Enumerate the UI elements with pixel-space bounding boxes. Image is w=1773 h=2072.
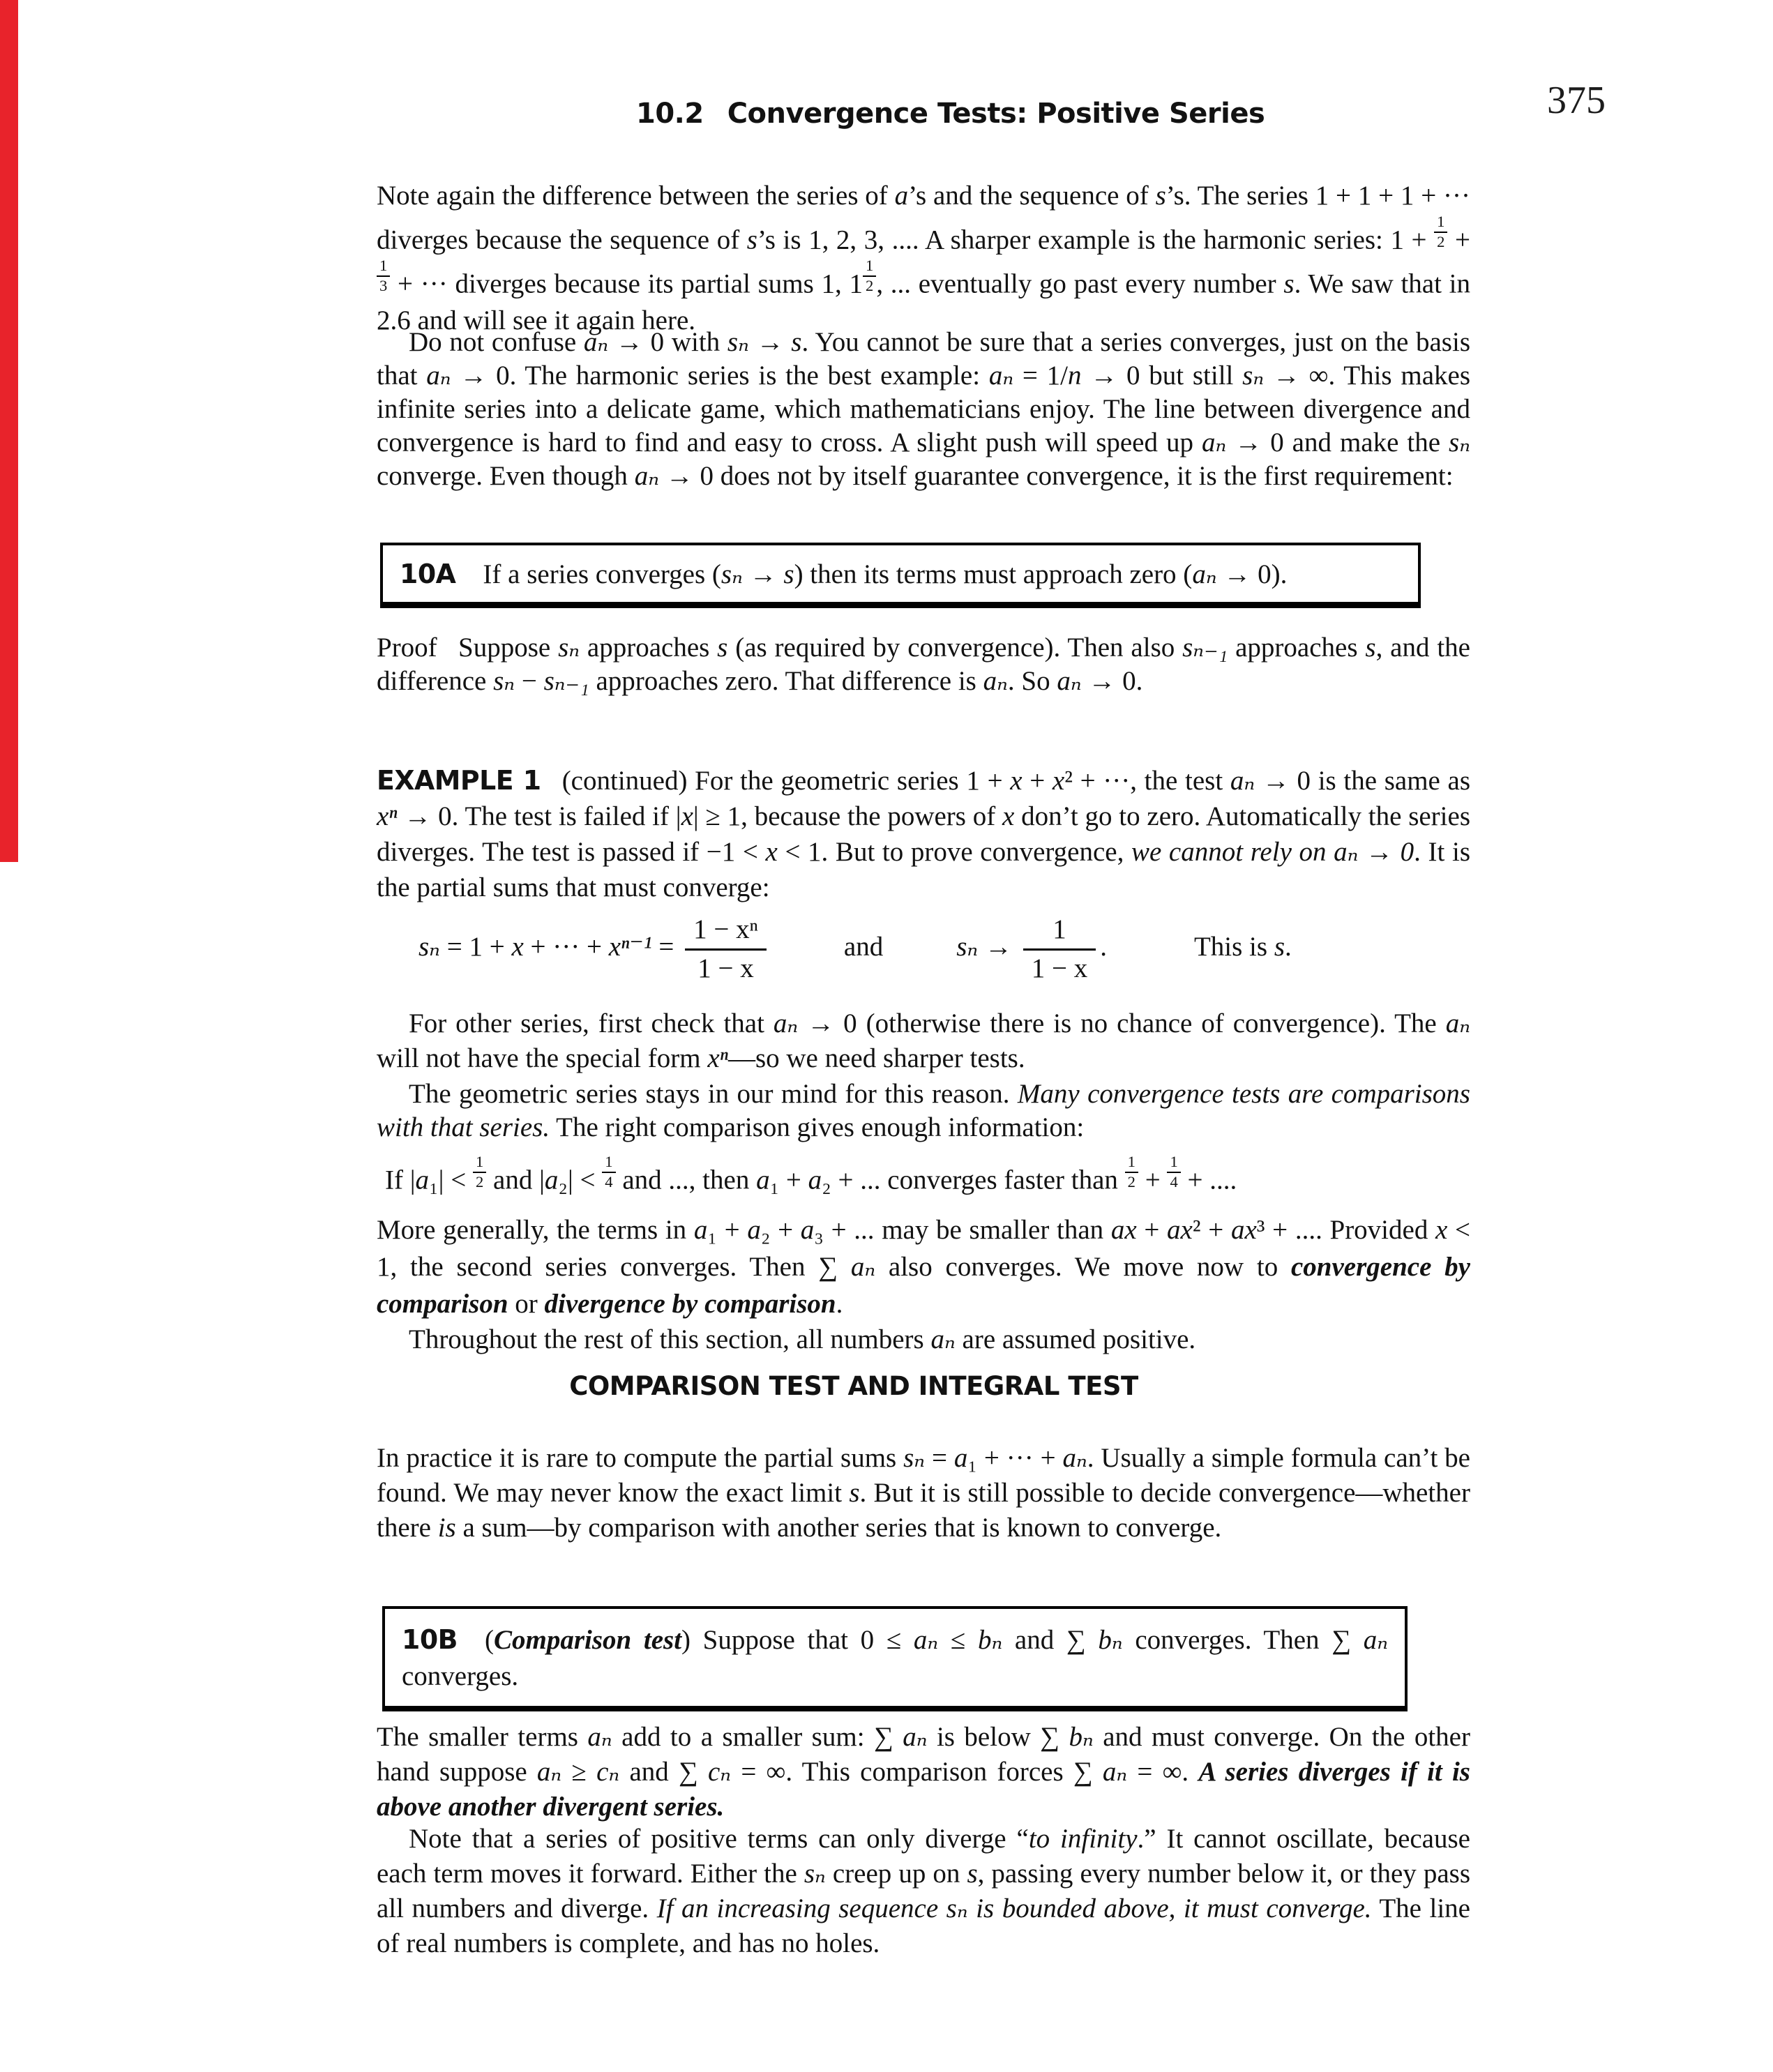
paragraph-more-generally: More generally, the terms in a₁ + a₂ + a₃ + ... may be smaller than ax + ax² + ax³ + .... Provided x < 1, the second series converges. Then ∑ aₙ also converges. We move now to convergence by comparison or divergence by comparison. — [377, 1215, 1471, 1319]
paragraph-throughout: Throughout the rest of this section, all numbers aₙ are assumed positive. — [409, 1324, 1196, 1354]
paragraph-proof: Proof Suppose sₙ approaches s (as required by convergence). Then also sₙ₋₁ approaches s, and the difference sₙ − sₙ₋₁ approaches zero. That difference is aₙ. So aₙ → 0. — [377, 633, 1470, 696]
equation-partial-sums: sₙ = 1 + x + ··· + xⁿ⁻¹ = $\frac{\text{1 − xⁿ}}{1 - x}$ and sₙ → $\frac{1}{1 - x}$ . This is s. — [418, 914, 1292, 983]
paragraph-for-other-series: For other series, first check that aₙ → 0 (otherwise there is no chance of convergence). The aₙ will not have the special form xⁿ—so we need sharper tests. — [377, 1008, 1471, 1073]
paragraph-note-again: Note again the difference between the series of a’s and the sequence of s’s. The series 1 + 1 + 1 + ··· diverges because the sequence of s’s is 1, 2, 3, .... A sharper example is the harmonic series: 1 + $\frac{1}{2}$ + $\frac{1}{3}$ + ··· diverges because its partial sums 1, 1 $\frac{1}{2}$ , ... eventually go past every number s. We saw that in 2.6 and will see it again here. — [377, 181, 1471, 335]
paragraph-geometric-series: The geometric series stays in our mind for this reason. Many convergence tests are comparisons with that series. The right comparison gives enough information: — [377, 1079, 1470, 1142]
section-heading-comparison-integral-test: COMPARISON TEST AND INTEGRAL TEST — [569, 1371, 1138, 1401]
theorem-box-10b: 10B (Comparison test) Suppose that 0 ≤ aₙ ≤ bₙ and ∑ bₙ converges. Then ∑ aₙ converges. — [382, 1606, 1408, 1711]
page-number: 375 — [1547, 79, 1606, 122]
red-scan-edge-bar — [0, 0, 18, 862]
section-title: Convergence Tests: Positive Series — [727, 98, 1265, 130]
paragraph-smaller-terms: The smaller terms aₙ add to a smaller sum: ∑ aₙ is below ∑ bₙ and must converge. On the other hand suppose aₙ ≥ cₙ and ∑ cₙ = ∞. This comparison forces ∑ aₙ = ∞. A series diverges if it is above another divergent series. — [377, 1722, 1470, 1822]
paragraph-example-1: EXAMPLE 1 (continued) For the geometric series 1 + x + x² + ···, the test aₙ → 0 is the same as xⁿ → 0. The test is failed if |x| ≥ 1, because the powers of x don’t go to zero. Automatically the series diverges. The test is passed if −1 < x < 1. But to prove convergence, we cannot rely on aₙ → 0. It is the partial sums that must converge: — [377, 765, 1471, 902]
paragraph-note-that: Note that a series of positive terms can only diverge “to infinity.” It cannot oscillate, because each term moves it forward. Either the sₙ creep up on s, passing every number below it, or they pass all numbers and diverge. If an increasing sequence sₙ is bounded above, it must converge. The line of real numbers is complete, and has no holes. — [377, 1824, 1471, 1958]
section-number: 10.2 — [636, 98, 704, 130]
running-head — [636, 98, 1265, 130]
paragraph-do-not-confuse: Do not confuse aₙ → 0 with sₙ → s. You cannot be sure that a series converges, just on the basis that aₙ → 0. The harmonic series is the best example: aₙ = 1/n → 0 but still sₙ → ∞. This makes infinite series into a delicate game, which mathematicians enjoy. The line between divergence and convergence is hard to find and easy to cross. A slight push will speed up aₙ → 0 and make the sₙ converge. Even though aₙ → 0 does not by itself guarantee convergence, it is the first requirement: — [377, 327, 1470, 491]
theorem-box-10a: 10A If a series converges (sₙ → s) then its terms must approach zero (aₙ → 0). — [380, 543, 1421, 608]
display-comparison-line: If |a₁| < $\frac{1}{2}$ and |a₂| < $\frac{1}{4}$ and ..., then a₁ + a₂ + ... converges faster than $\frac{1}{2}$ + $\frac{1}{4}$ + .... — [385, 1153, 1237, 1195]
paragraph-in-practice: In practice it is rare to compute the partial sums sₙ = a₁ + ··· + aₙ. Usually a simple formula can’t be found. We may never know the exact limit s. But it is still possible to decide convergence—whether there is a sum—by comparison with another series that is known to converge. — [377, 1443, 1470, 1543]
